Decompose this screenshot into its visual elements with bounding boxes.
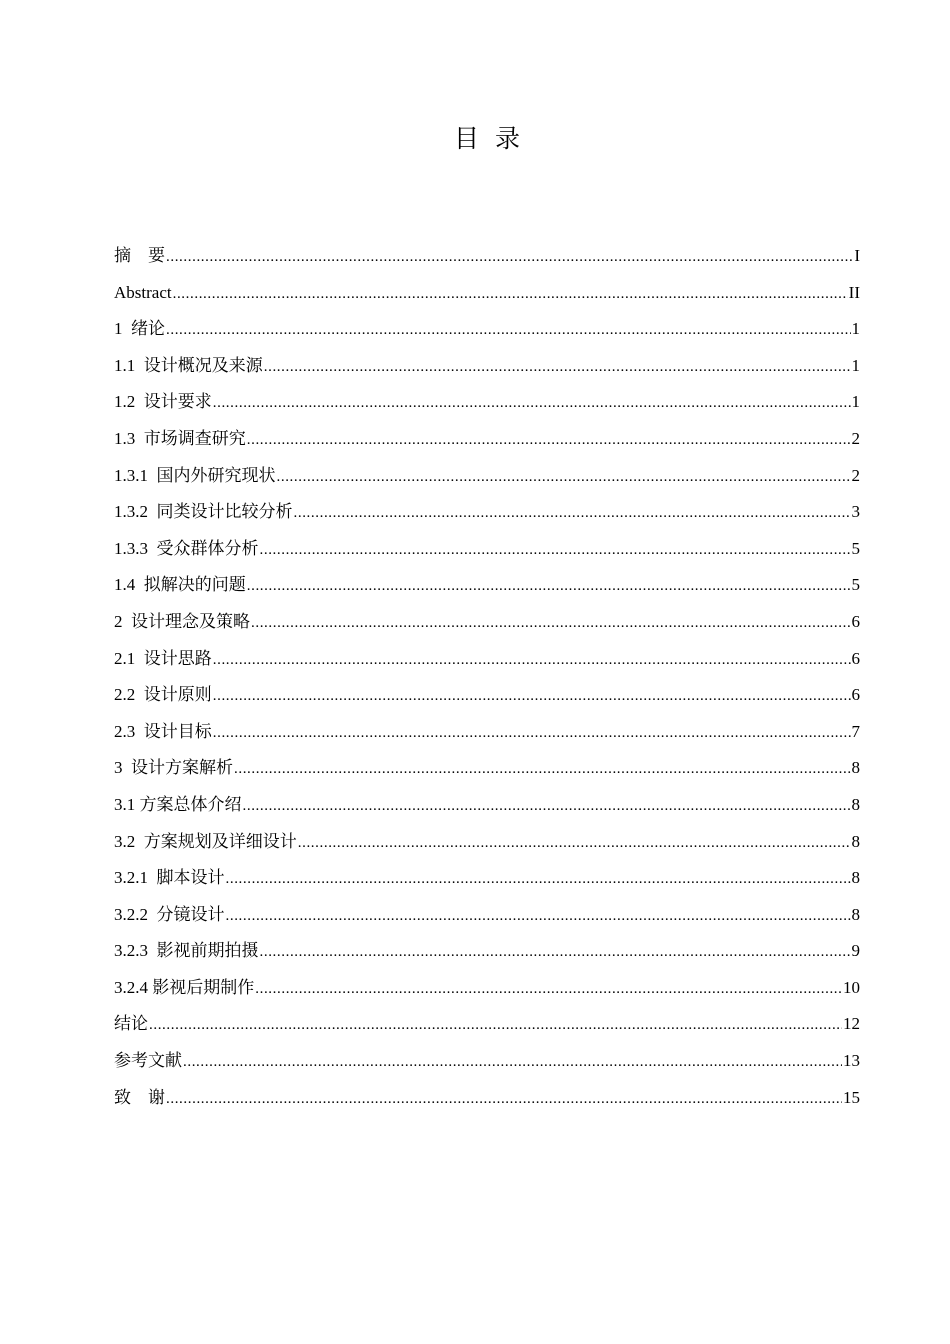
toc-leader-dots <box>149 1006 842 1043</box>
toc-entry-page-number: 8 <box>851 868 860 888</box>
toc-entry-page-number: 8 <box>851 831 860 851</box>
toc-leader-dots <box>234 750 851 787</box>
toc-entry-label: 1.4 拟解决的问题 <box>114 575 246 595</box>
toc-leader-dots <box>226 897 851 934</box>
toc-entry-page-number: 1 <box>851 355 860 375</box>
toc-entry-label: 3.2.3 影视前期拍摄 <box>114 941 259 961</box>
toc-entry[interactable] <box>114 750 860 787</box>
toc-entry-page-number: 2 <box>851 428 860 448</box>
toc-entry-page-number: 1 <box>851 392 860 412</box>
toc-leader-dots <box>166 1080 842 1117</box>
toc-entry[interactable] <box>114 714 860 751</box>
toc-leader-dots <box>255 970 842 1007</box>
toc-entry-label: 2.3 设计目标 <box>114 721 212 741</box>
toc-entry-label: Abstract <box>114 282 172 302</box>
toc-entry-page-number: 6 <box>851 685 860 705</box>
toc-leader-dots <box>277 458 851 495</box>
toc-entry-page-number: 2 <box>851 465 860 485</box>
toc-entry-label: 3.2.1 脚本设计 <box>114 868 225 888</box>
page-title: 目 录 <box>454 124 520 153</box>
toc-leader-dots <box>183 1043 842 1080</box>
toc-leader-dots <box>247 421 851 458</box>
toc-entry-page-number: 8 <box>851 758 860 778</box>
toc-leader-dots <box>173 275 848 312</box>
toc-leader-dots <box>298 824 851 861</box>
toc-entry-label: 1 绪论 <box>114 319 165 339</box>
toc-entry-label: 结论 <box>114 1014 148 1034</box>
toc-leader-dots <box>243 787 851 824</box>
table-of-contents <box>114 238 860 1116</box>
toc-entry[interactable] <box>114 933 860 970</box>
toc-leader-dots <box>213 677 851 714</box>
toc-entry-page-number: 6 <box>851 648 860 668</box>
toc-entry[interactable] <box>114 384 860 421</box>
toc-entry-page-number: 9 <box>851 941 860 961</box>
toc-leader-dots <box>251 604 851 641</box>
toc-entry-label: 3 设计方案解析 <box>114 758 233 778</box>
toc-leader-dots <box>247 567 851 604</box>
toc-entry[interactable] <box>114 787 860 824</box>
toc-leader-dots <box>264 348 851 385</box>
toc-entry-label: 参考文献 <box>114 1051 182 1071</box>
toc-entry[interactable] <box>114 1080 860 1117</box>
toc-leader-dots <box>166 311 851 348</box>
toc-entry-page-number: 6 <box>851 611 860 631</box>
toc-entry-label: 3.1 方案总体介绍 <box>114 794 242 814</box>
toc-leader-dots <box>166 238 853 275</box>
toc-leader-dots <box>260 531 851 568</box>
toc-entry-label: 摘 要 <box>114 246 165 265</box>
toc-entry[interactable] <box>114 567 860 604</box>
toc-leader-dots <box>260 933 851 970</box>
toc-entry[interactable] <box>114 458 860 495</box>
toc-leader-dots <box>213 714 851 751</box>
toc-entry-label: 3.2.4 影视后期制作 <box>114 977 255 997</box>
toc-entry-page-number: 8 <box>851 794 860 814</box>
toc-entry-page-number: 13 <box>843 1051 860 1071</box>
toc-entry[interactable] <box>114 531 860 568</box>
toc-entry-label: 2 设计理念及策略 <box>114 611 250 631</box>
toc-entry[interactable] <box>114 311 860 348</box>
toc-entry[interactable] <box>114 348 860 385</box>
toc-entry[interactable] <box>114 970 860 1007</box>
toc-leader-dots <box>213 641 851 678</box>
toc-entry-page-number: 5 <box>851 575 860 595</box>
toc-entry-label: 3.2.2 分镜设计 <box>114 904 225 924</box>
toc-entry-page-number: 7 <box>851 721 860 741</box>
toc-entry[interactable] <box>114 1006 860 1043</box>
toc-entry-page-number: I <box>854 246 860 265</box>
toc-entry-label: 1.3.3 受众群体分析 <box>114 538 259 558</box>
toc-leader-dots <box>226 860 851 897</box>
toc-entry-page-number: 1 <box>851 319 860 339</box>
toc-entry-label: 致 谢 <box>114 1087 165 1107</box>
toc-entry[interactable] <box>114 1043 860 1080</box>
toc-entry[interactable] <box>114 641 860 678</box>
toc-entry-page-number: 10 <box>843 977 860 997</box>
toc-entry[interactable] <box>114 421 860 458</box>
toc-entry[interactable] <box>114 494 860 531</box>
toc-entry-label: 3.2 方案规划及详细设计 <box>114 831 297 851</box>
toc-entry-page-number: 5 <box>851 538 860 558</box>
toc-entry[interactable] <box>114 897 860 934</box>
toc-entry-page-number: 8 <box>851 904 860 924</box>
toc-entry-label: 1.3 市场调查研究 <box>114 428 246 448</box>
toc-entry-label: 1.3.1 国内外研究现状 <box>114 465 276 485</box>
toc-entry[interactable] <box>114 677 860 714</box>
toc-entry-page-number: II <box>848 282 860 302</box>
toc-leader-dots <box>294 494 851 531</box>
toc-entry-page-number: 3 <box>851 502 860 522</box>
toc-entry-label: 2.2 设计原则 <box>114 685 212 705</box>
toc-leader-dots <box>213 384 851 421</box>
toc-entry[interactable] <box>114 238 860 275</box>
toc-entry[interactable] <box>114 824 860 861</box>
toc-entry-label: 2.1 设计思路 <box>114 648 212 668</box>
toc-entry-label: 1.2 设计要求 <box>114 392 212 412</box>
toc-entry-page-number: 15 <box>843 1087 860 1107</box>
toc-entry[interactable] <box>114 604 860 641</box>
toc-entry-label: 1.3.2 同类设计比较分析 <box>114 502 293 522</box>
toc-entry[interactable] <box>114 275 860 312</box>
toc-entry[interactable] <box>114 860 860 897</box>
toc-entry-label: 1.1 设计概况及来源 <box>114 355 263 375</box>
toc-entry-page-number: 12 <box>843 1014 860 1034</box>
